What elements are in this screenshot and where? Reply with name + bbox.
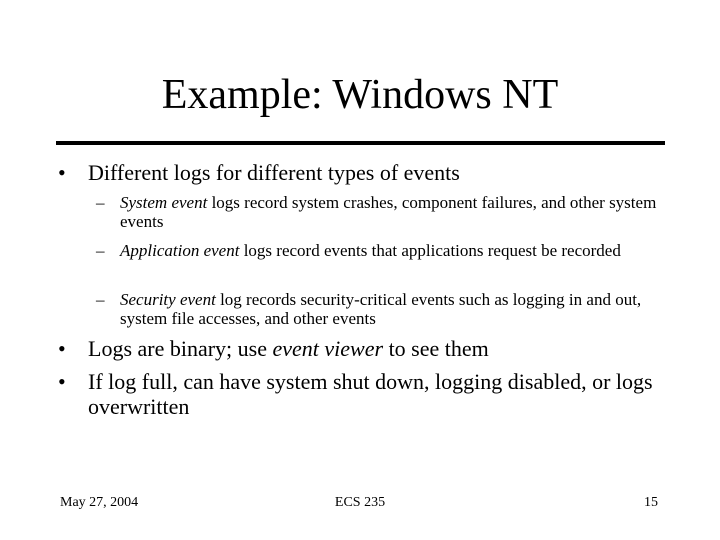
sub-bullet-body: log records security-critical events such as logging in and out, system file accesses, and other events [120, 290, 642, 328]
bullet-text-before: Logs are binary; use [88, 336, 273, 361]
bullet-marker: • [58, 160, 66, 185]
sub-bullet-emphasis: Security event [120, 290, 216, 309]
bullet-text: If log full, can have system shut down, logging disabled, or logs overwritten [88, 369, 653, 419]
sub-bullet-emphasis: Application event [120, 241, 240, 260]
footer-page-number: 15 [644, 495, 658, 510]
sub-bullet-marker: – [96, 241, 105, 260]
sub-bullet-marker: – [96, 290, 105, 309]
slide-title: Example: Windows NT [161, 72, 559, 118]
bullet-emphasis: event viewer [272, 336, 384, 361]
sub-bullet-emphasis: System event [120, 193, 208, 212]
footer-date: May 27, 2004 [60, 495, 139, 510]
sub-bullet-body: logs record system crashes, component failures, and other system events [120, 193, 657, 231]
bullet-text: Different logs for different types of events [88, 160, 460, 185]
bullet-marker: • [58, 369, 66, 394]
sub-bullet-text [120, 290, 666, 328]
bullet-text [88, 336, 678, 361]
bullet-marker: • [58, 336, 66, 361]
sub-bullet-text [120, 193, 666, 231]
sub-bullet-body: logs record events that applications request be recorded [239, 241, 621, 260]
footer-course: ECS 235 [334, 495, 386, 510]
bullet-text-after: to see them [383, 336, 489, 361]
sub-bullet-text [120, 241, 666, 260]
sub-bullet-marker: – [96, 193, 105, 212]
